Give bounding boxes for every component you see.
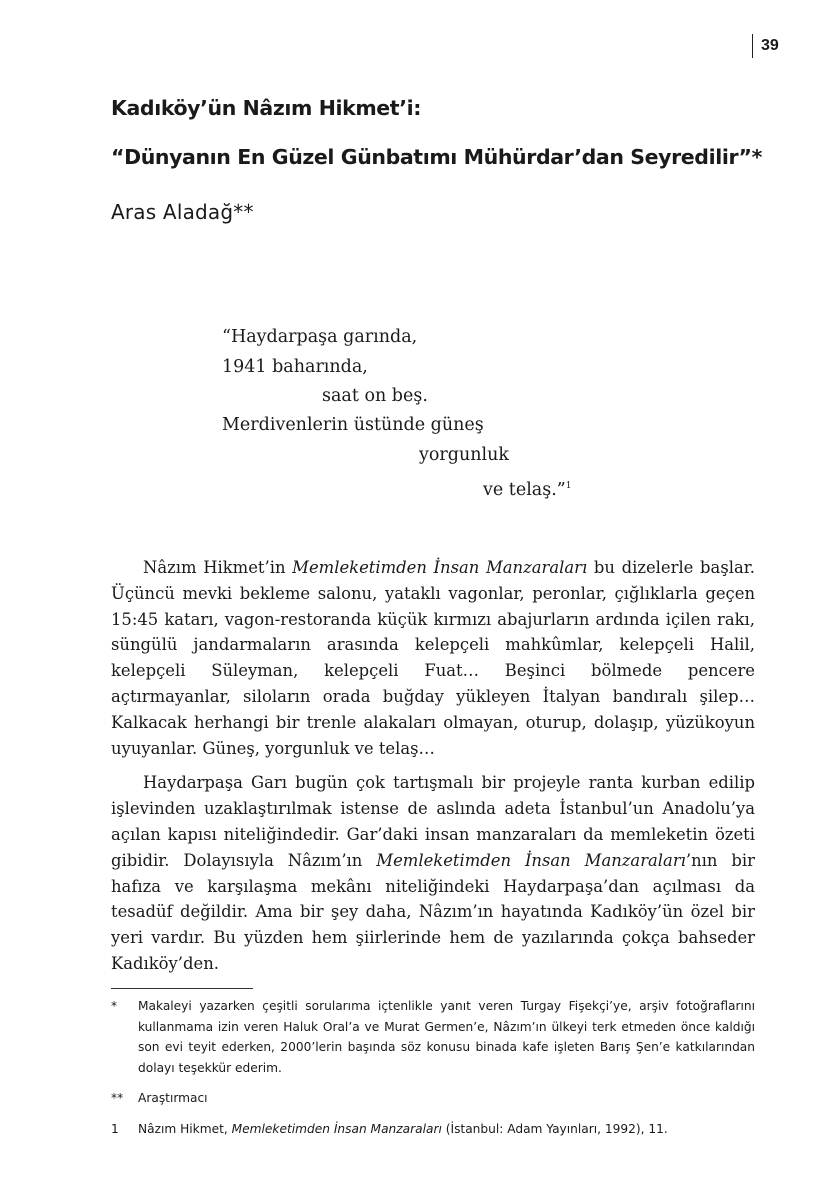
paragraph (111, 555, 755, 761)
footnote-text (138, 1119, 755, 1140)
text-run: Nâzım Hikmet, (138, 1121, 232, 1136)
footnote-marker: 1 (111, 1121, 119, 1136)
paragraph (111, 770, 755, 976)
text-run: Haydarpaşa Garı bugün çok tartışmalı bir projeyle ranta kurban edilip işlevinden uzaklaştırılmak istense de aslında adeta İstanbul’un Anadolu’ya açılan kapısı niteliğindedir. Gar’daki insan manzaraları da memleketin özeti gibidir. Dolayısıyla Nâzım’ın (111, 773, 755, 870)
poem-line-last (483, 480, 571, 500)
footnote-divider (111, 988, 253, 989)
book-title: Memleketimden İnsan Manzaraları (231, 1121, 442, 1136)
footnote-marker: * (111, 999, 118, 1013)
poem-line: Merdivenlerin üstünde güneş (222, 415, 484, 435)
poem-line: saat on beş. (322, 386, 428, 406)
footnote (111, 1088, 755, 1109)
book-title: Memleketimden İnsan Manzaraları (376, 850, 686, 870)
footnotes (111, 996, 755, 1149)
text-run: (İstanbul: Adam Yayınları, 1992), 11. (441, 1121, 668, 1136)
poem-line: “Haydarpaşa garında, (222, 327, 418, 347)
footnote-text: Araştırmacı (138, 1091, 208, 1105)
poem-line: 1941 baharında, (222, 357, 368, 377)
text-run: bu dizelerle başlar. Üçüncü mevki bekleme salonu, yataklı vagonlar, peronlar, çığlıklarla geçen 15:45 katarı, vagon-restoranda küçük kırmızı abajurların ardında içilen rakı, süngülü jandarmaların arasında kelepçeli mahkûmlar, kelepçeli Halil, kelepçeli Süleyman, kelepçeli Fuat… Beşinci bölmede pencere açtırmayanlar, siloların orada buğday yükleyen İtalyan bandıralı şilep… Kalkacak herhangi bir trenle alakaları olmayan, oturup, dolaşıp, yüzükoyun uyuyanlar. Güneş, yorgunluk ve telaş… (111, 558, 755, 758)
footnote (111, 1119, 755, 1140)
text-run: ’nın bir hafıza ve karşılaşma mekânı niteliğindeki Haydarpaşa’dan açılması da tesadüf değildir. Ama bir şey daha, Nâzım’ın hayatında Kadıköy’ün özel bir yeri vardır. Bu yüzden hem şiirlerinde hem de yazılarında çokça bahseder Kadıköy’den. (111, 850, 755, 973)
footnote-text: Makaleyi yazarken çeşitli sorularıma içtenlikle yanıt veren Turgay Fişekçi’ye, arşiv fotoğraflarını kullanmama izin veren Haluk Oral’a ve Murat Germen’e, Nâzım’ın ülkeyi terk etmeden önce kaldığı son evi teyit ederken, 2000’lerin başında söz konusu binada kafe işleten Barış Şen’e katkılarından dolayı teşekkür ederim. (138, 999, 755, 1075)
poem-line: yorgunluk (419, 445, 510, 465)
article-title: Kadıköy’ün Nâzım Hikmet’i: (111, 96, 422, 120)
author-name: Aras Aladağ** (111, 200, 254, 224)
footnote-marker: ** (111, 1091, 124, 1105)
page-number: 39 (752, 34, 779, 58)
text-run: Nâzım Hikmet’in (143, 558, 293, 577)
book-title: Memleketimden İnsan Manzaraları (292, 558, 588, 577)
article-subtitle: “Dünyanın En Güzel Günbatımı Mühürdar’dan Seyredilir”* (111, 145, 762, 169)
body-text (111, 555, 755, 986)
poem-line-text: ve telaş.” (483, 480, 566, 500)
footnote (111, 996, 755, 1078)
footnote-ref: 1 (565, 481, 572, 491)
